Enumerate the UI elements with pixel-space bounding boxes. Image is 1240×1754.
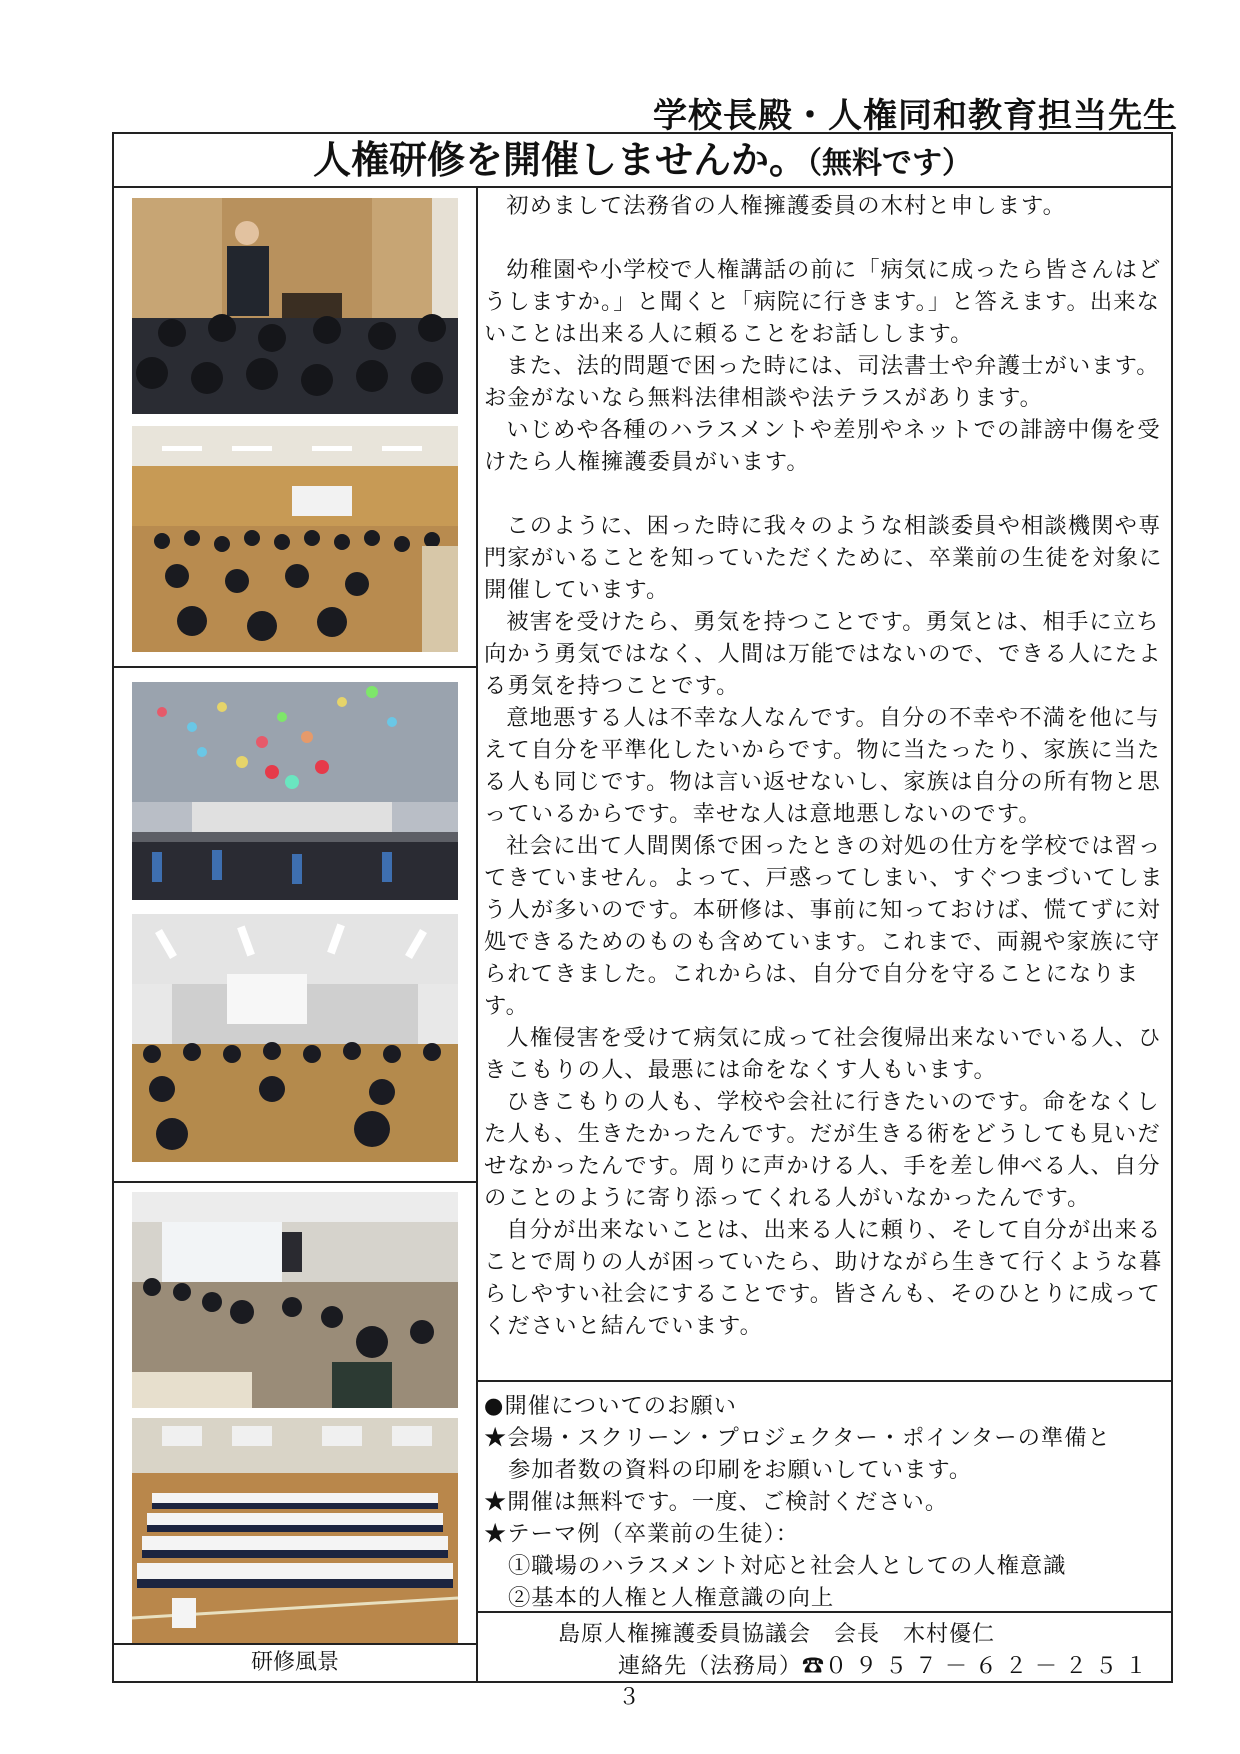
body-paragraph: 意地悪する人は不幸な人なんです。自分の不幸や不満を他に与えて自分を平準化したいからです。物に当たったり、家族に当たる人も同じです。物は言い返せないし、家族は自分の所有物と思っているからです。幸せな人は意地悪しないのです。 (484, 705, 1161, 827)
body-paragraph: 幼稚園や小学校で人権講話の前に「病気に成ったら皆さんはどうしますか。」と聞くと「病院に行きます。」と答えます。出来ないことは出来る人に頼ることをお話しします。 (484, 257, 1162, 347)
body-paragraph: このように、困った時に我々のような相談委員や相談機関や専門家がいることを知っていただくために、卒業前の生徒を対象に開催しています。 (484, 513, 1163, 603)
flyer-frame (112, 132, 1173, 1710)
body-paragraph: 社会に出て人間関係で困ったときの対処の仕方を学校では習ってきていません。よって、戸惑ってしまい、すぐつまづいてしまう人が多いのです。本研修は、事前に知っておけば、慌てずに対処できるためのものも含めています。これまで、両親や家族に守られてきました。これからは、自分で自分を守ることになります。 (484, 833, 1164, 1019)
body-paragraph: 初めまして法務省の人権擁護委員の木村と申します。 (506, 193, 1067, 219)
lecture-speaker-photo (132, 198, 458, 414)
photo-divider-2 (114, 1181, 476, 1183)
body-paragraph: 被害を受けたら、勇気を持つことです。勇気とは、相手に立ち向かう勇気ではなく、人間は万能ではないので、できる人にたよる勇気を持つことです。 (484, 609, 1162, 699)
theme-item: ①職場のハラスメント対応と社会人としての人権意識 (508, 1553, 1067, 1579)
classroom-audience-photo (132, 426, 458, 652)
title-main: 人権研修を開催しませんか。 (312, 138, 807, 182)
phone-number: ０９５７－６２－２５１３ (618, 1654, 1156, 1710)
contact-line (618, 1649, 1171, 1711)
classroom-seminar-photo (132, 1192, 458, 1408)
body-paragraph: 人権侵害を受けて病気に成って社会復帰出来ないでいる人、ひきこもりの人、最悪には命をなくす人もいます。 (484, 1025, 1162, 1083)
body-paragraph: いじめや各種のハラスメントや差別やネットでの誹謗中傷を受けたら人権擁護委員がいます。 (484, 417, 1161, 475)
requests-divider (476, 1380, 1171, 1382)
request-item: ★テーマ例（卒業前の生徒）： (484, 1521, 800, 1547)
photo-divider-1 (114, 666, 476, 668)
photos-caption: 研修風景 (114, 1643, 476, 1681)
flyer-title (114, 134, 1171, 188)
signature-block (476, 1611, 1171, 1710)
requests-section (484, 1390, 1168, 1614)
contact-label: 連絡先（法務局） (618, 1654, 803, 1679)
body-paragraph: ひきこもりの人も、学校や会社に行きたいのです。命をなくした人も、生きたかったんです。だが生きる術をどうしても見いだせなかったんです。周りに声かける人、手を差し伸べる人、自分のことのように寄り添ってくれる人がいなかったんです。 (484, 1089, 1161, 1211)
addressee-heading: 学校長殿・人権同和教育担当先生 (653, 96, 1178, 136)
column-divider (476, 186, 478, 1681)
requests-heading: ●開催についてのお願い (484, 1393, 737, 1419)
gymnasium-students-photo (132, 1418, 458, 1644)
body-text (484, 190, 1168, 1342)
request-item-cont: 参加者数の資料の印刷をお願いしています。 (508, 1457, 973, 1483)
phone-icon: ☎ (802, 1654, 826, 1679)
body-paragraph: また、法的問題で困った時には、司法書士や弁護士がいます。お金がないなら無料法律相談や法テラスがあります。 (484, 353, 1160, 411)
title-sub: （無料です） (807, 146, 972, 181)
request-item: ★会場・スクリーン・プロジェクター・ポインターの準備と (484, 1425, 1111, 1451)
lecture-hall-screen-photo (132, 914, 458, 1162)
balloons-release-photo (132, 682, 458, 900)
body-paragraph: 自分が出来ないことは、出来る人に頼り、そして自分が出来ることで周りの人が困っていたら、助けながら生きて行くような暮らしやすい社会にすることです。皆さんも、そのひとりに成ってくださいと結んでいます。 (484, 1217, 1163, 1339)
request-item: ★開催は無料です。一度、ご検討ください。 (484, 1489, 949, 1515)
theme-item: ②基本的人権と人権意識の向上 (508, 1585, 835, 1611)
organization-name: 島原人権擁護委員協議会 会長 木村優仁 (558, 1622, 996, 1647)
